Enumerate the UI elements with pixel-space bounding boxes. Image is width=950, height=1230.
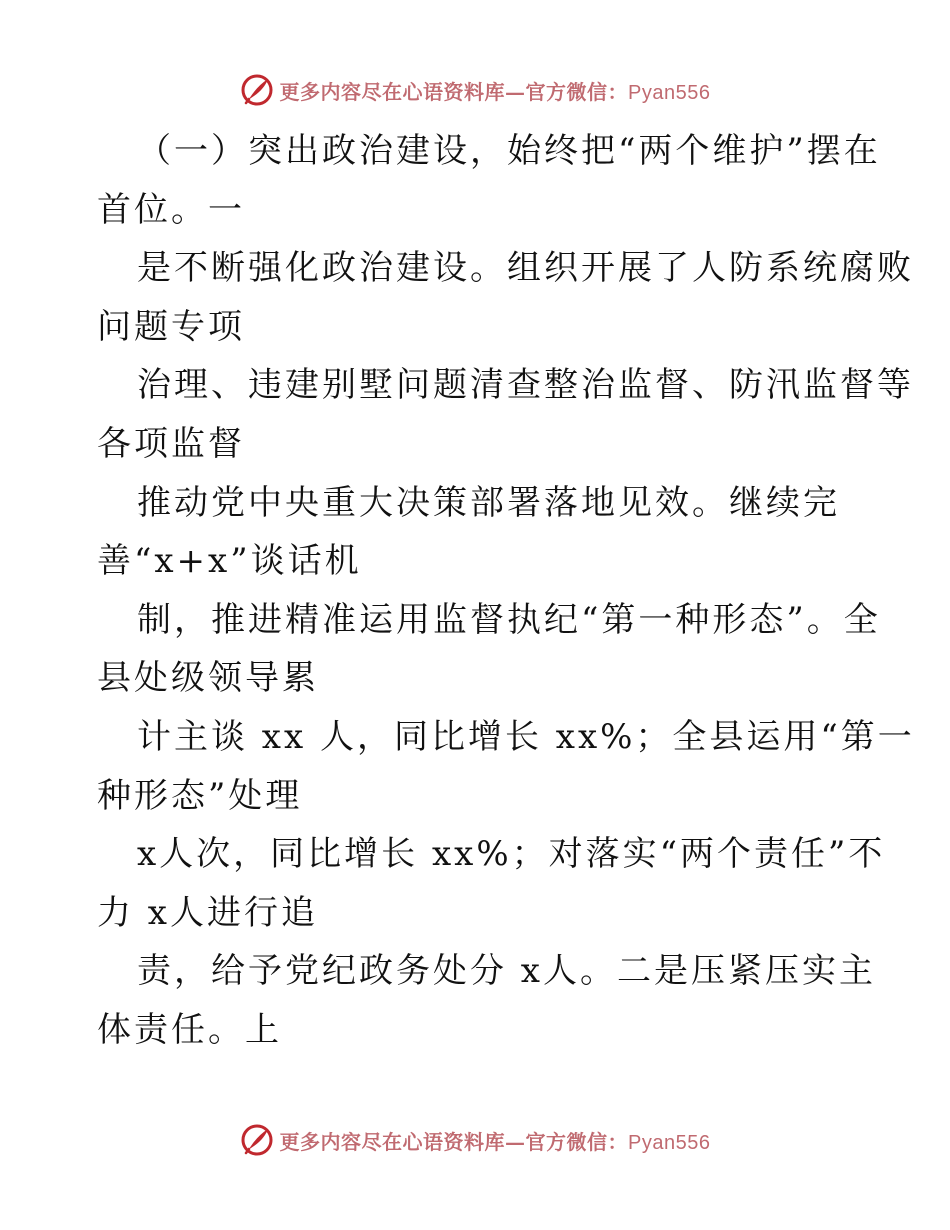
body-line: 是不断强化政治建设。组织开展了人防系统腐败 [137,248,914,289]
body-line: 各项监督 [97,423,245,464]
body-line: 制，推进精准运用监督执纪“第一种形态”。全 [137,599,881,640]
body-line: 体责任。上 [97,1009,282,1050]
body-line: 善“x+x”谈话机 [97,541,362,582]
feather-pen-logo-icon [240,1123,274,1157]
body-line: 力 x人进行追 [97,892,318,933]
watermark-wechat-id: Pyan556 [628,81,711,104]
body-line: 治理、违建别墅问题清查整治监督、防汛监督等 [137,365,914,406]
body-line: 种形态”处理 [97,775,303,816]
body-line: 计主谈 xx 人，同比增长 xx%；全县运用“第一 [137,716,915,757]
header-watermark [0,70,950,110]
feather-pen-logo-icon [240,73,274,107]
body-line: 首位。一 [97,189,245,230]
watermark-text [280,1126,711,1155]
watermark-wechat-id: Pyan556 [628,1131,711,1154]
watermark-text-cn: 更多内容尽在心语资料库—官方微信： [279,1129,629,1154]
watermark-text [280,76,711,105]
body-line: 推动党中央重大决策部署落地见效。继续完 [137,482,840,523]
body-line: 县处级领导累 [97,658,319,699]
body-line: 问题专项 [97,306,245,347]
body-line: （一）突出政治建设，始终把“两个维护”摆在 [137,131,881,171]
body-line: x人次，同比增长 xx%；对落实“两个责任”不 [137,834,886,875]
watermark-text-cn: 更多内容尽在心语资料库—官方微信： [279,79,629,104]
document-body [97,122,915,1060]
footer-watermark [0,1120,950,1160]
body-line: 责，给予党纪政务处分 x人。二是压紧压实主 [137,951,876,992]
